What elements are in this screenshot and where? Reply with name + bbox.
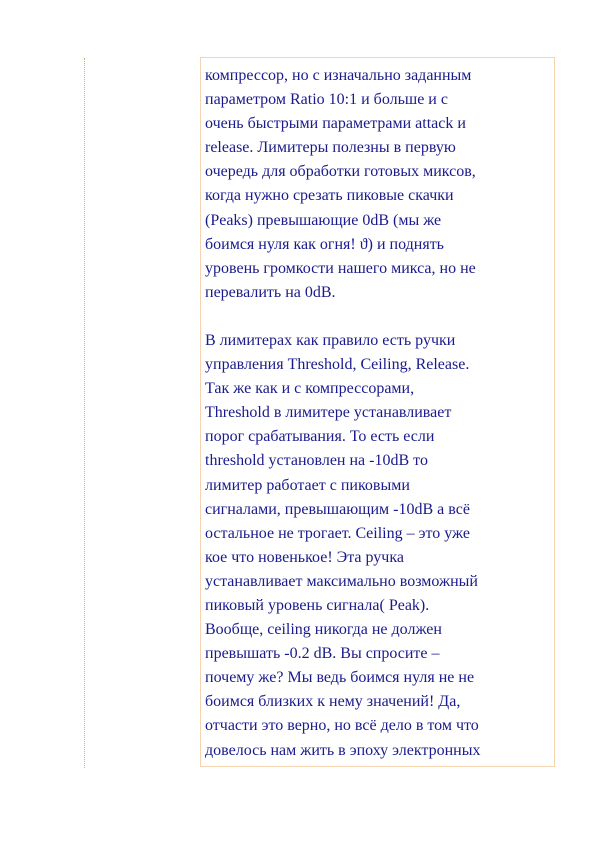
paragraph-1 (205, 64, 554, 305)
text-line: очень быстрыми параметрами attack и (205, 115, 466, 133)
text-line: В лимитерах как правило есть ручки (205, 331, 456, 349)
text-line: перевалить на 0dB. (205, 283, 336, 301)
text-line: довелось нам жить в эпоху электронных (205, 741, 481, 759)
text-line: Вообще, ceiling никогда не должен (205, 621, 442, 639)
text-line: threshold установлен на -10dB то (205, 452, 428, 470)
text-line: сигналами, превышающим -10dB а всё (205, 500, 470, 518)
text-line: очередь для обработки готовых миксов, (205, 163, 476, 181)
text-line: параметром Ratio 10:1 и больше и с (205, 91, 448, 109)
text-line: Threshold в лимитере устанавливает (205, 404, 452, 422)
paragraph-2 (205, 329, 554, 763)
text-line: устанавливает максимально возможный (205, 572, 478, 590)
text-line: компрессор, но с изначально заданным (205, 67, 472, 84)
text-line: уровень громкости нашего микса, но не (205, 259, 476, 277)
text-line: управления Threshold, Ceiling, Release. (205, 356, 470, 374)
text-line: кое что новенькое! Эта ручка (205, 548, 404, 566)
text-line: лимитер работает с пиковыми (205, 476, 410, 494)
text-line: остальное не трогает. Ceiling – это уже (205, 524, 470, 542)
text-line: почему же? Мы ведь боимся нуля не не (205, 669, 475, 687)
text-line: пиковый уровень сигнала( Peak). (205, 596, 430, 614)
text-line: боимся близких к нему значений! Да, (205, 693, 461, 711)
text-line: превышать -0.2 dB. Вы спросите – (205, 645, 440, 663)
text-line: Так же как и с компрессорами, (205, 380, 415, 398)
text-line: отчасти это верно, но всё дело в том что (205, 717, 479, 735)
text-line: боимся нуля как огня! ϑ) и поднять (205, 235, 444, 253)
text-line: порог срабатывания. То есть если (205, 428, 435, 446)
text-frame (200, 57, 555, 767)
text-line: release. Лимитеры полезны в первую (205, 139, 456, 157)
margin-dotted-rule (84, 58, 85, 768)
text-line: (Peaks) превышающие 0dB (мы же (205, 211, 442, 229)
text-line: когда нужно срезать пиковые скачки (205, 187, 454, 205)
